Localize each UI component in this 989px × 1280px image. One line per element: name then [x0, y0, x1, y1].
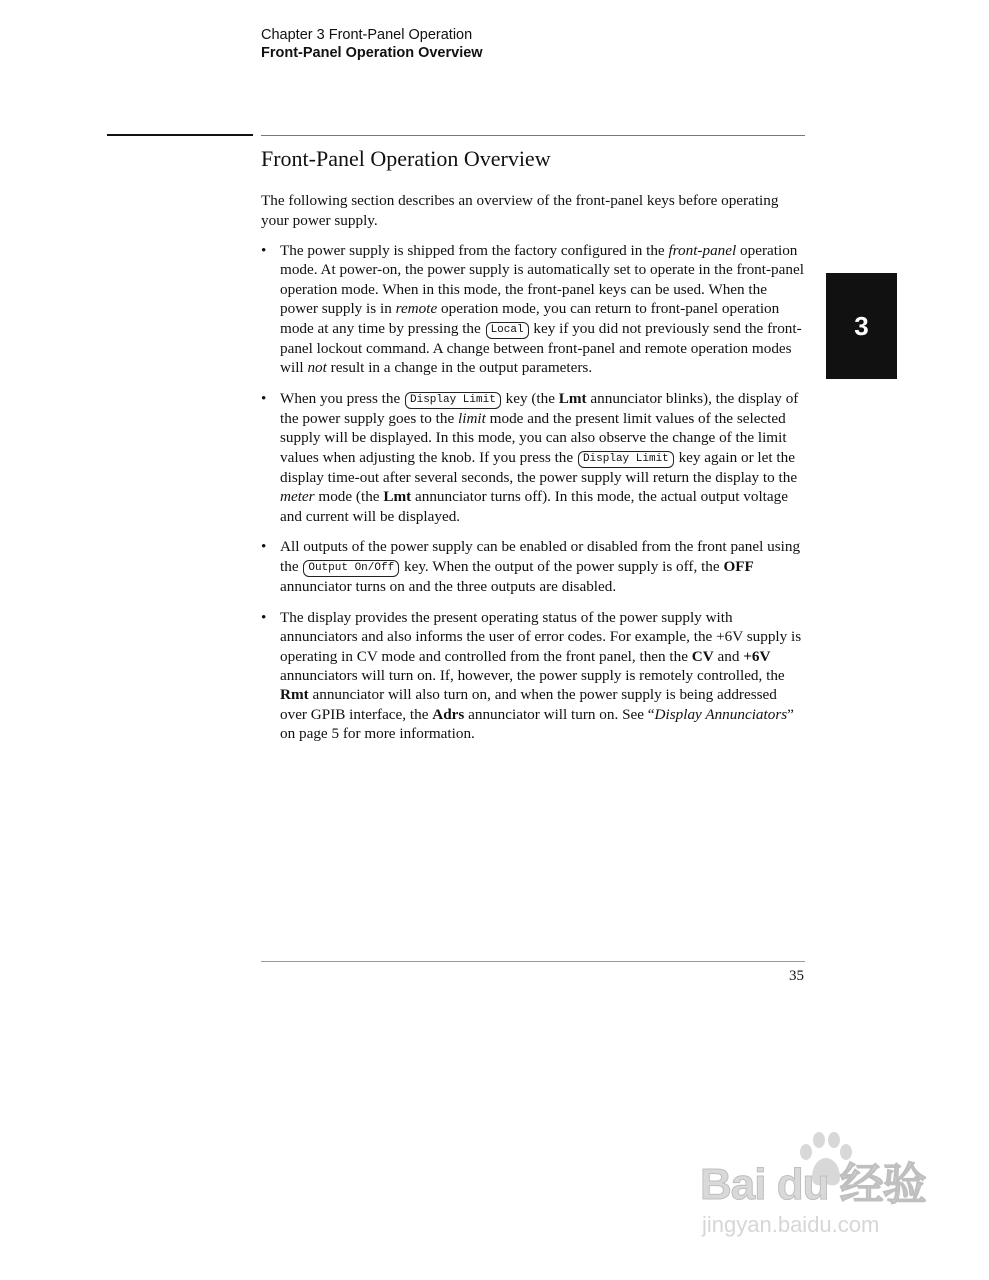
text-run: key (the: [501, 389, 559, 407]
italic-term: meter: [280, 488, 315, 506]
text-run: result in a change in the output parameters.: [326, 359, 593, 377]
bold-term: Adrs: [432, 705, 465, 723]
bullet-item-display-limit: [261, 389, 806, 526]
text-run: key if you did not previously send the front-panel lockout command. A change between front-panel and remote operation modes will: [280, 319, 802, 377]
text-run: key. When the output of the power supply is off, the: [400, 557, 724, 575]
bullet-dot: •: [261, 608, 267, 626]
bullet-dot: •: [261, 389, 267, 407]
bullet-list: [261, 241, 806, 755]
baidu-watermark: [700, 1130, 940, 1250]
text-run: All outputs of the power supply can be enabled or disabled from the front panel using the: [280, 538, 801, 575]
watermark-url: jingyan.baidu.com: [702, 1212, 880, 1237]
text-run: annunciators will turn on. If, however, the power supply is remotely controlled, the: [280, 667, 785, 684]
watermark-brand: Bai du 经验: [700, 1160, 926, 1209]
bold-term: Lmt: [558, 389, 587, 407]
italic-term: remote: [395, 300, 438, 318]
display-limit-key: Display Limit: [578, 451, 674, 468]
running-head: [261, 26, 483, 62]
text-run: annunciator will turn on. See “: [464, 705, 655, 723]
italic-term: limit: [458, 409, 486, 427]
running-head-section: Front-Panel Operation Overview: [261, 45, 483, 61]
footer-rule: [261, 961, 805, 962]
text-run: When you press the: [280, 389, 404, 407]
text-run: and: [713, 647, 744, 665]
text-run: operation mode, you can return to front-panel operation mode at any time by pressing the: [280, 300, 780, 337]
header-rule-right: [261, 135, 805, 136]
text-run: The power supply is shipped from the factory configured in the: [280, 242, 669, 259]
section-title: Front-Panel Operation Overview: [261, 146, 551, 171]
local-key: Local: [486, 322, 529, 339]
text-run: ” on page 5 for more information.: [280, 705, 794, 743]
bold-term: Rmt: [280, 686, 309, 704]
bullet-item-display-annunciators: [261, 608, 806, 744]
text-run: annunciator will also turn on, and when the power supply is being addressed over GPIB interface, the: [280, 686, 777, 723]
bullet-item-operation-mode: [261, 241, 806, 377]
italic-term: front-panel: [668, 242, 737, 259]
display-limit-key: Display Limit: [405, 392, 501, 409]
bold-term: OFF: [723, 557, 754, 575]
text-run: mode and the present limit values of the selected supply will be displayed. In this mode, you can also observe the change of the limit values when adjusting the knob. If you press the: [280, 409, 787, 466]
bullet-item-output-on-off: [261, 537, 806, 596]
cross-reference: Display Annunciators: [654, 705, 788, 723]
page-number: 35: [789, 968, 804, 984]
output-on-off-key: Output On/Off: [303, 560, 399, 577]
chapter-tab: 3: [826, 273, 897, 379]
bullet-dot: •: [261, 538, 267, 556]
bold-term: Lmt: [383, 488, 412, 506]
text-run: operation mode. At power-on, the power supply is automatically set to operate in the front-panel operation mode. When in this mode, the front-panel keys can be used. When the power supply is in: [280, 242, 804, 318]
text-run: annunciator blinks), the display of the power supply goes to the: [280, 389, 799, 427]
italic-term: not: [307, 359, 327, 377]
header-rule-left: [107, 134, 253, 136]
bullet-dot: •: [261, 242, 267, 259]
intro-paragraph: The following section describes an overview of the front-panel keys before operating your power supply.: [261, 192, 779, 229]
running-head-chapter: Chapter 3 Front-Panel Operation: [261, 27, 473, 43]
text-run: key again or let the display time-out after several seconds, the power supply will return the display to the: [280, 448, 798, 486]
text-run: The display provides the present operating status of the power supply with annunciators and also informs the user of error codes. For example, the +6V supply is operating in CV mode and controlled from the front panel, then the: [280, 608, 802, 665]
text-run: annunciator turns off). In this mode, the actual output voltage and current will be displayed.: [280, 488, 788, 525]
text-run: mode (the: [314, 488, 384, 506]
text-run: annunciator turns on and the three outputs are disabled.: [280, 577, 617, 595]
bold-term: +6V: [743, 647, 771, 665]
bold-term: CV: [691, 647, 714, 665]
